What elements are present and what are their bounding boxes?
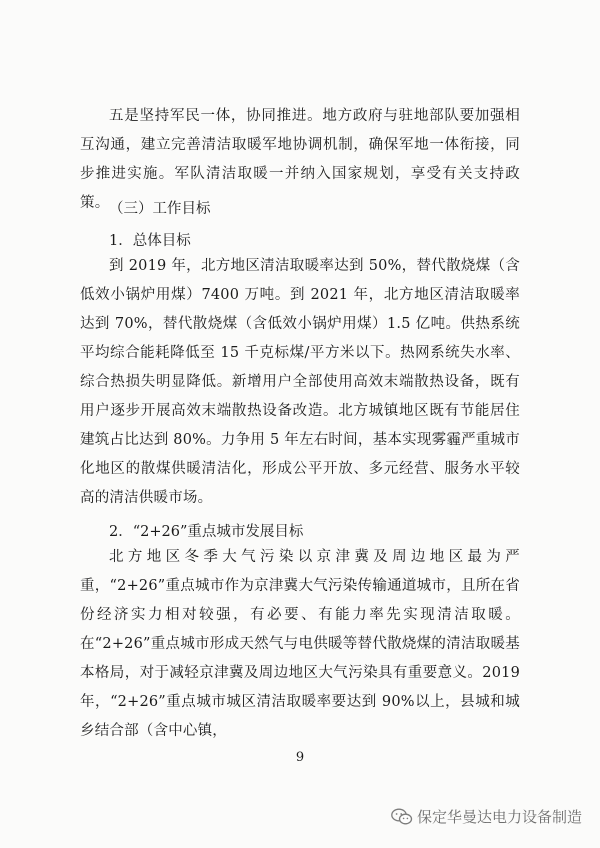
watermark <box>391 806 582 827</box>
paragraph-overall-goal: 到 2019 年，北方地区清洁取暖率达到 50%，替代散烧煤（含低效小锅炉用煤）7400 万吨。到 2021 年，北方地区清洁取暖率达到 70%，替代散烧煤（含低效小锅炉用煤）1.5 亿吨。供热系统平均综合能耗降低至 15 千克标煤/平方米以下。热网系统失水率、综合热损失明显降低。新增用户全部使用高效末端散热设备，既有用户逐步开展高效末端散热设备改造。北方城镇地区既有节能居住建筑占比达到 80%。力争用 5 年左右时间，基本实现雾霾严重城市化地区的散煤供暖清洁化，形成公平开放、多元经营、服务水平较高的清洁供暖市场。 <box>80 258 520 506</box>
subheading-overall-goal: 1．总体目标 <box>109 233 191 249</box>
page-number: 9 <box>295 750 305 765</box>
paragraph-2plus26-goal: 北方地区冬季大气污染以京津冀及周边地区最为严重，“2+26”重点城市作为京津冀大气污染传输通道城市，且所在省份经济实力相对较强，有必要、有能力率先实现清洁取暖。在“2+26”重点城市形成天然气与电供暖等替代散烧煤的清洁取暖基本格局，对于减轻京津冀及周边地区大气污染具有重要意义。2019 年，“2+26”重点城市城区清洁取暖率要达到 90%以上，县城和城乡结合部（含中心镇， <box>80 549 520 739</box>
wechat-icon <box>391 808 413 826</box>
watermark-text: 保定华曼达电力设备制造 <box>416 808 582 826</box>
paragraph-lead: 五是坚持军民一体，协同推进。 <box>109 108 323 124</box>
section-heading: （三）工作目标 <box>109 201 211 217</box>
paragraph-body: 地方政府与驻地部队要加强相互沟通，建立完善清洁取暖军地协调机制，确保军地一体衔接，同步推进实施。军队清洁取暖一并纳入国家规划，享受有关支持政策。 <box>80 108 520 211</box>
subheading-2plus26-goal: 2．“2+26”重点城市发展目标 <box>109 524 304 540</box>
